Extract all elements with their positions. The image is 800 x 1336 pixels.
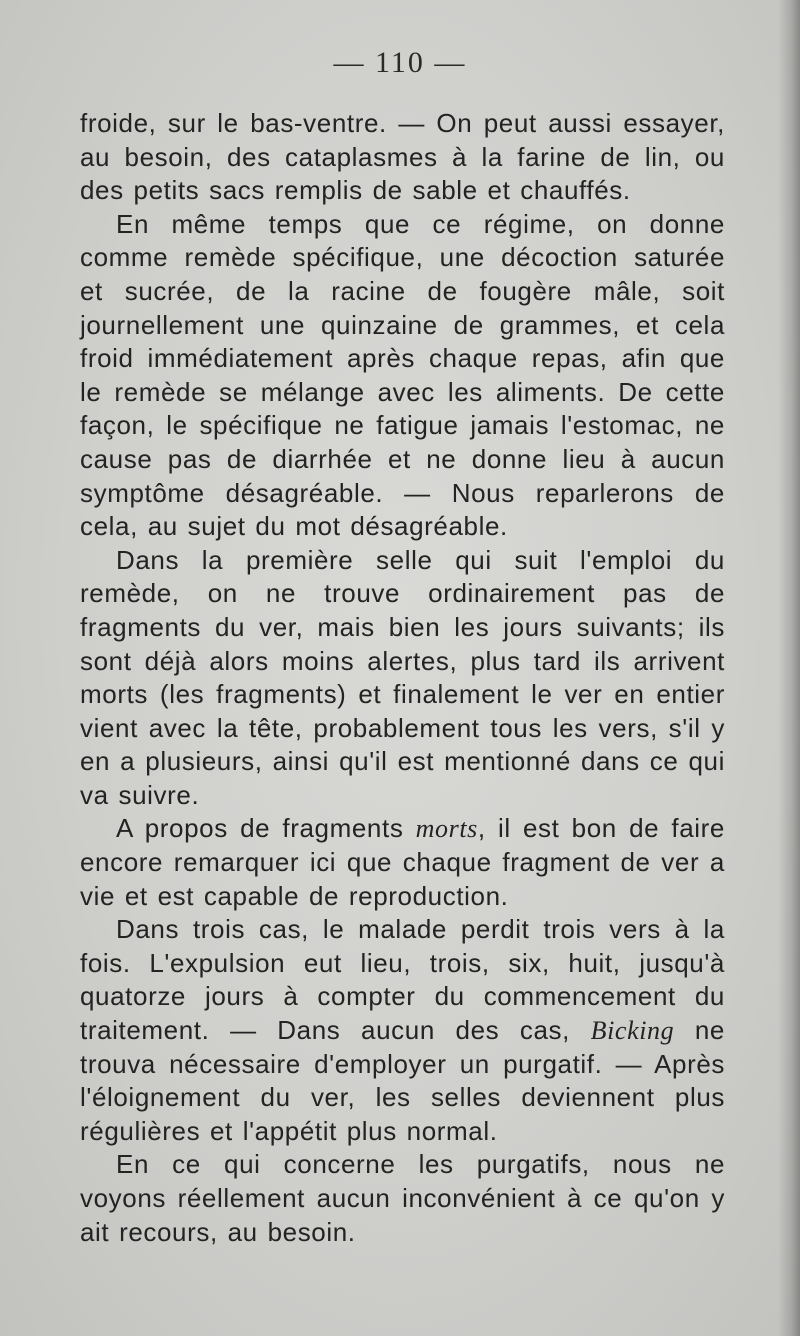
text-run: ne trouva nécessaire d'employer un purgatif. — Après l'éloignement du ver, les selles deviennent plus régulières et l'appétit plus normal. [80,1015,725,1146]
body-text [80,107,725,1249]
text-run: A propos de fragments [116,813,416,844]
text-run: , il est bon de faire encore remarquer ici que chaque fragment de ver a vie et est capable de reproduction. [80,813,725,911]
paragraph-purgatives: En ce qui concerne les purgatifs, nous ne voyons réellement aucun inconvénient à ce qu'on y ait recours, au besoin. [80,1149,725,1247]
paragraph-three-cases [80,913,725,1148]
paragraph-first-stool: Dans la première selle qui suit l'emploi du remède, on ne trouve ordinairement pas de fragments du ver, mais bien les jours suivants; ils sont déjà alors moins alertes, plus tard ils arrivent morts (les fragments) et finalement le ver en entier vient avec la tête, probablement tous les vers, s'il y en a plusieurs, ainsi qu'il est mentionné dans ce qui va suivre. [80,544,725,810]
paragraph-continuation: froide, sur le bas-ventre. — On peut aussi essayer, au besoin, des cataplasmes à la farine de lin, ou des petits sacs remplis de sable et chauffés. [80,108,725,206]
page-number: — 110 — [333,46,467,79]
italic-name: Bicking [590,1016,675,1046]
text-run: Dans trois cas, le malade perdit trois vers à la fois. L'expulsion eut lieu, trois, six, huit, jusqu'à quatorze jours à compter du commencement du traitement. — Dans aucun des cas, [80,914,725,1046]
paragraph-fragments [80,812,725,913]
italic-term: morts [415,814,478,844]
page-edge-shadow [778,0,800,1336]
paragraph-remedy: En même temps que ce régime, on donne comme remède spécifique, une décoction saturée et sucrée, de la racine de fougère mâle, soit journellement une quinzaine de grammes, et cela froid immédiatement après chaque repas, afin que le remède se mélange avec les aliments. De cette façon, le spécifique ne fatigue jamais l'estomac, ne cause pas de diarrhée et ne donne lieu à aucun symptôme désagréable. — Nous reparlerons de cela, au sujet du mot désagréable. [80,208,725,542]
